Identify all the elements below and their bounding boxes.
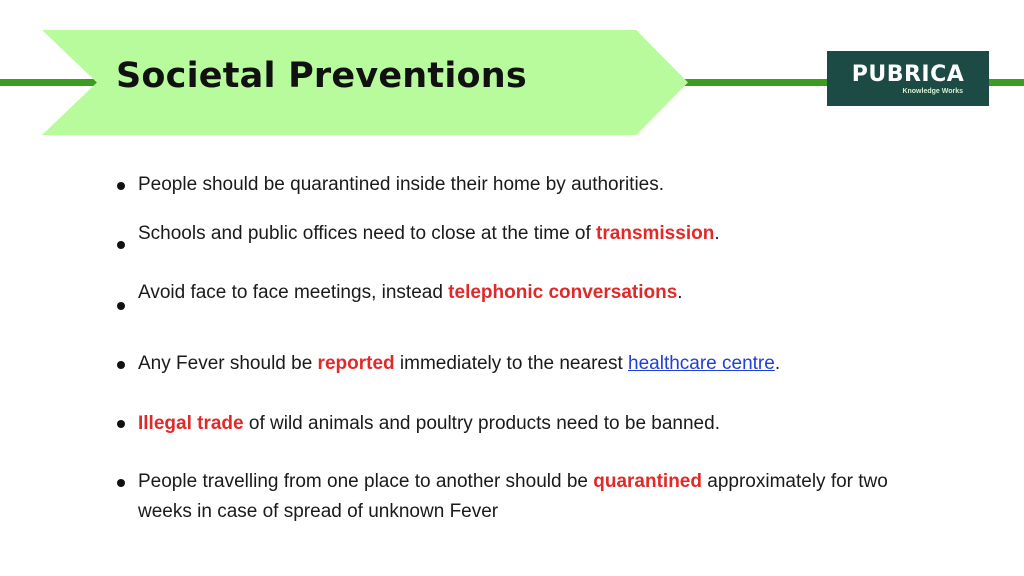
bullet-text: Avoid face to face meetings, instead telephonic conversations. — [138, 282, 683, 303]
healthcare-centre-link[interactable]: healthcare centre — [628, 353, 775, 374]
highlight-reported: reported — [317, 353, 395, 374]
bullet-dot — [117, 302, 125, 310]
highlight-transmission: transmission — [596, 223, 715, 244]
bullet-text: People travelling from one place to another should be quarantined approximately for two weeks in case of spread of unknown Fever — [138, 471, 888, 522]
logo-wordmark: PUBRICA — [851, 62, 965, 87]
bullet-text: Schools and public offices need to close at the time of transmission. — [138, 223, 720, 244]
highlight-telephonic: telephonic conversations — [448, 282, 678, 303]
logo-tagline: Knowledge Works — [902, 88, 963, 95]
bullet-dot — [117, 241, 125, 249]
bullet-text: Illegal trade of wild animals and poultry products need to be banned. — [138, 413, 720, 434]
highlight-illegal-trade: Illegal trade — [138, 413, 244, 434]
bullet-text: Any Fever should be reported immediately to the nearest healthcare centre. — [138, 353, 781, 374]
highlight-quarantined: quarantined — [593, 471, 702, 492]
bullet-dot — [117, 361, 125, 369]
bullet-dot — [117, 420, 125, 428]
slide-title: Societal Preventions — [116, 56, 527, 96]
bullet-dot — [117, 182, 125, 190]
bullet-text: People should be quarantined inside their home by authorities. — [138, 174, 665, 195]
pubrica-logo — [827, 51, 989, 106]
bullet-dot — [117, 479, 125, 487]
